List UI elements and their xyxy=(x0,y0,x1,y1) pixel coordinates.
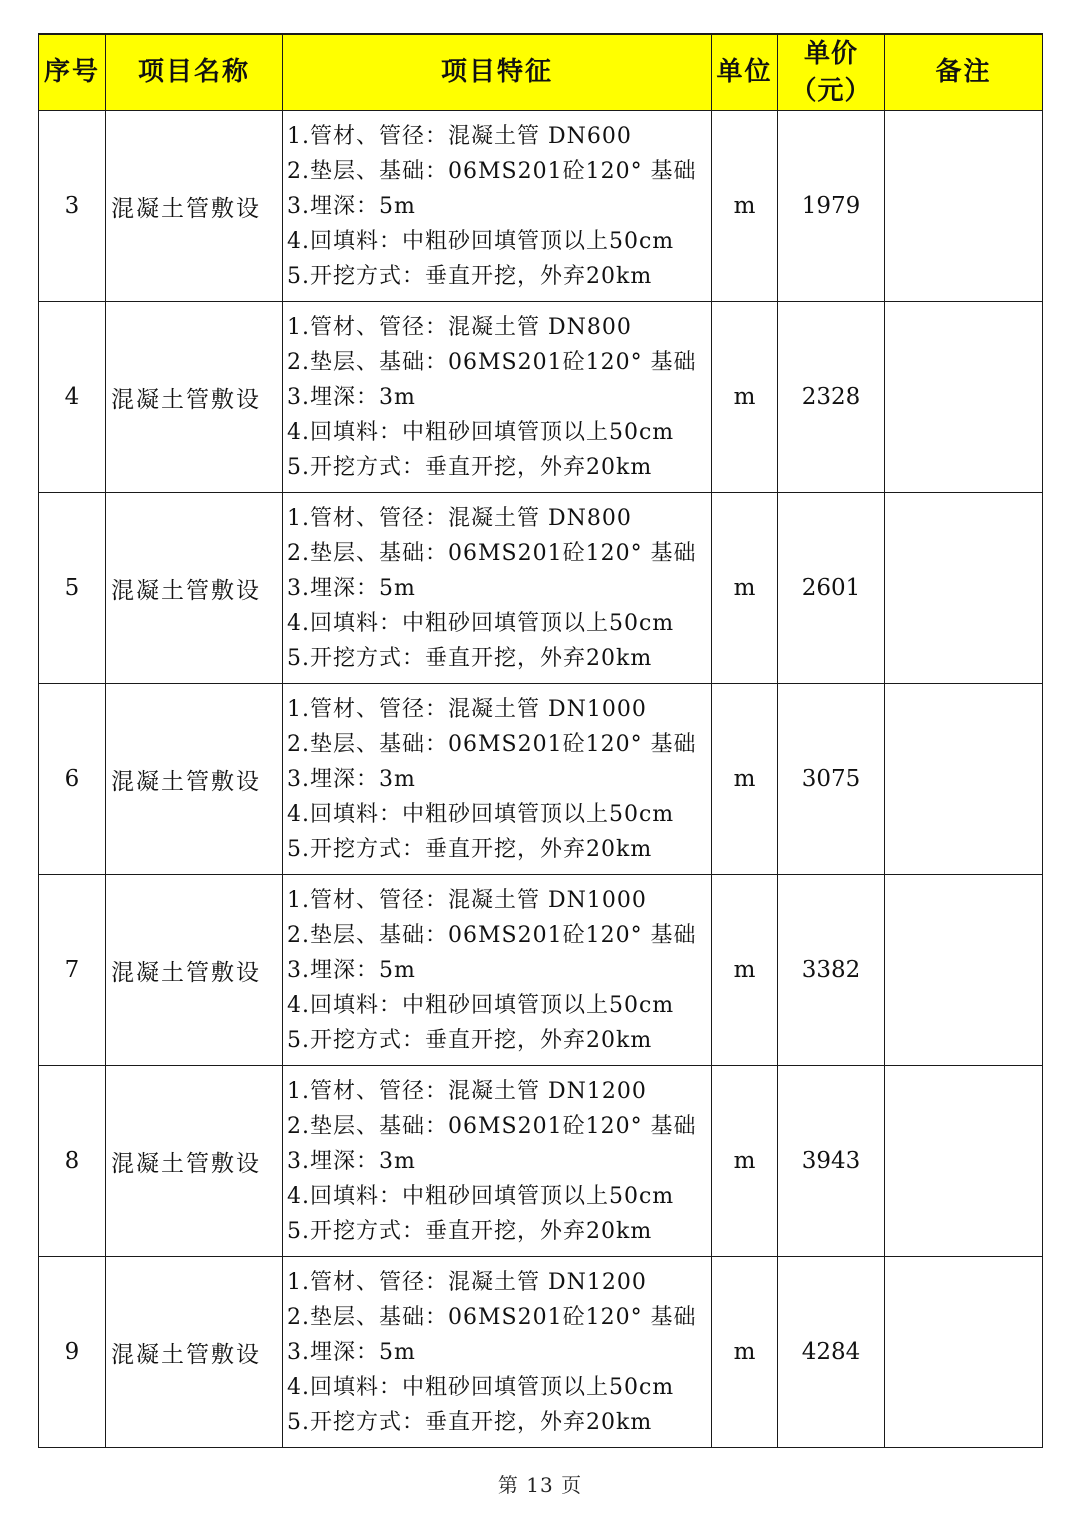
cell-price: 2328 xyxy=(778,302,885,493)
cell-unit: m xyxy=(712,1257,778,1448)
feature-line: 1.管材、管径：混凝土管 DN600 xyxy=(287,123,632,149)
feature-line: 2.垫层、基础：06MS201砼120° 基础 xyxy=(287,158,697,184)
cell-remark xyxy=(885,1066,1043,1257)
feature-line: 1.管材、管径：混凝土管 DN1000 xyxy=(287,887,647,913)
table-row xyxy=(39,493,1043,684)
cell-unit: m xyxy=(712,875,778,1066)
feature-line: 3.埋深：5m xyxy=(287,193,416,219)
cell-remark xyxy=(885,1257,1043,1448)
cell-name: 混凝土管敷设 xyxy=(106,493,283,684)
feature-line: 5.开挖方式：垂直开挖，外弃20km xyxy=(287,454,653,480)
cell-seq: 4 xyxy=(39,302,106,493)
cell-seq: 7 xyxy=(39,875,106,1066)
table-row xyxy=(39,111,1043,302)
table-row xyxy=(39,1066,1043,1257)
cell-name: 混凝土管敷设 xyxy=(106,1257,283,1448)
cell-price: 3075 xyxy=(778,684,885,875)
cell-seq: 9 xyxy=(39,1257,106,1448)
cell-features xyxy=(283,1257,712,1448)
cell-price: 3382 xyxy=(778,875,885,1066)
cell-features xyxy=(283,111,712,302)
feature-line: 3.埋深：5m xyxy=(287,957,416,983)
feature-line: 2.垫层、基础：06MS201砼120° 基础 xyxy=(287,731,697,757)
feature-line: 1.管材、管径：混凝土管 DN1000 xyxy=(287,696,647,722)
cell-seq: 3 xyxy=(39,111,106,302)
page-number: 第 13 页 xyxy=(497,1473,583,1497)
header-name: 项目名称 xyxy=(106,34,283,111)
feature-line: 5.开挖方式：垂直开挖，外弃20km xyxy=(287,645,653,671)
cell-price: 3943 xyxy=(778,1066,885,1257)
feature-line: 3.埋深：3m xyxy=(287,766,416,792)
cell-name: 混凝土管敷设 xyxy=(106,302,283,493)
feature-line: 1.管材、管径：混凝土管 DN1200 xyxy=(287,1269,647,1295)
header-remark: 备注 xyxy=(885,34,1043,111)
feature-line: 1.管材、管径：混凝土管 DN1200 xyxy=(287,1078,647,1104)
feature-line: 4.回填料：中粗砂回填管顶以上50cm xyxy=(287,992,675,1018)
cell-features xyxy=(283,302,712,493)
cell-unit: m xyxy=(712,111,778,302)
table-body xyxy=(39,111,1043,1448)
feature-line: 5.开挖方式：垂直开挖，外弃20km xyxy=(287,1409,653,1435)
header-price-line1: 单价 xyxy=(803,38,858,69)
feature-line: 2.垫层、基础：06MS201砼120° 基础 xyxy=(287,922,697,948)
header-unit: 单位 xyxy=(712,34,778,111)
feature-line: 4.回填料：中粗砂回填管顶以上50cm xyxy=(287,801,675,827)
cell-features xyxy=(283,493,712,684)
feature-line: 5.开挖方式：垂直开挖，外弃20km xyxy=(287,836,653,862)
table-row xyxy=(39,875,1043,1066)
cell-features xyxy=(283,1066,712,1257)
cell-seq: 8 xyxy=(39,1066,106,1257)
cell-unit: m xyxy=(712,1066,778,1257)
cell-remark xyxy=(885,493,1043,684)
feature-line: 4.回填料：中粗砂回填管顶以上50cm xyxy=(287,1183,675,1209)
price-list-table xyxy=(38,33,1043,1448)
cell-price: 2601 xyxy=(778,493,885,684)
feature-line: 2.垫层、基础：06MS201砼120° 基础 xyxy=(287,349,697,375)
header-seq: 序号 xyxy=(39,34,106,111)
table-row xyxy=(39,684,1043,875)
table-row xyxy=(39,302,1043,493)
feature-line: 3.埋深：5m xyxy=(287,575,416,601)
cell-name: 混凝土管敷设 xyxy=(106,875,283,1066)
feature-line: 2.垫层、基础：06MS201砼120° 基础 xyxy=(287,1113,697,1139)
feature-line: 5.开挖方式：垂直开挖，外弃20km xyxy=(287,1027,653,1053)
cell-name: 混凝土管敷设 xyxy=(106,111,283,302)
cell-features xyxy=(283,684,712,875)
cell-name: 混凝土管敷设 xyxy=(106,684,283,875)
feature-line: 4.回填料：中粗砂回填管顶以上50cm xyxy=(287,419,675,445)
cell-features xyxy=(283,875,712,1066)
feature-line: 1.管材、管径：混凝土管 DN800 xyxy=(287,505,632,531)
feature-line: 2.垫层、基础：06MS201砼120° 基础 xyxy=(287,1304,697,1330)
feature-line: 4.回填料：中粗砂回填管顶以上50cm xyxy=(287,228,675,254)
feature-line: 3.埋深：5m xyxy=(287,1339,416,1365)
table-header-row xyxy=(39,34,1043,111)
cell-remark xyxy=(885,684,1043,875)
table-row xyxy=(39,1257,1043,1448)
cell-unit: m xyxy=(712,302,778,493)
cell-remark xyxy=(885,875,1043,1066)
cell-name: 混凝土管敷设 xyxy=(106,1066,283,1257)
cell-price: 1979 xyxy=(778,111,885,302)
cell-remark xyxy=(885,111,1043,302)
header-price-line2: （元） xyxy=(790,75,872,106)
header-price xyxy=(778,34,885,111)
cell-unit: m xyxy=(712,684,778,875)
feature-line: 5.开挖方式：垂直开挖，外弃20km xyxy=(287,263,653,289)
feature-line: 2.垫层、基础：06MS201砼120° 基础 xyxy=(287,540,697,566)
cell-seq: 5 xyxy=(39,493,106,684)
cell-remark xyxy=(885,302,1043,493)
feature-line: 4.回填料：中粗砂回填管顶以上50cm xyxy=(287,1374,675,1400)
header-features: 项目特征 xyxy=(283,34,712,111)
cell-seq: 6 xyxy=(39,684,106,875)
feature-line: 4.回填料：中粗砂回填管顶以上50cm xyxy=(287,610,675,636)
feature-line: 3.埋深：3m xyxy=(287,384,416,410)
feature-line: 5.开挖方式：垂直开挖，外弃20km xyxy=(287,1218,653,1244)
cell-price: 4284 xyxy=(778,1257,885,1448)
feature-line: 3.埋深：3m xyxy=(287,1148,416,1174)
cell-unit: m xyxy=(712,493,778,684)
feature-line: 1.管材、管径：混凝土管 DN800 xyxy=(287,314,632,340)
